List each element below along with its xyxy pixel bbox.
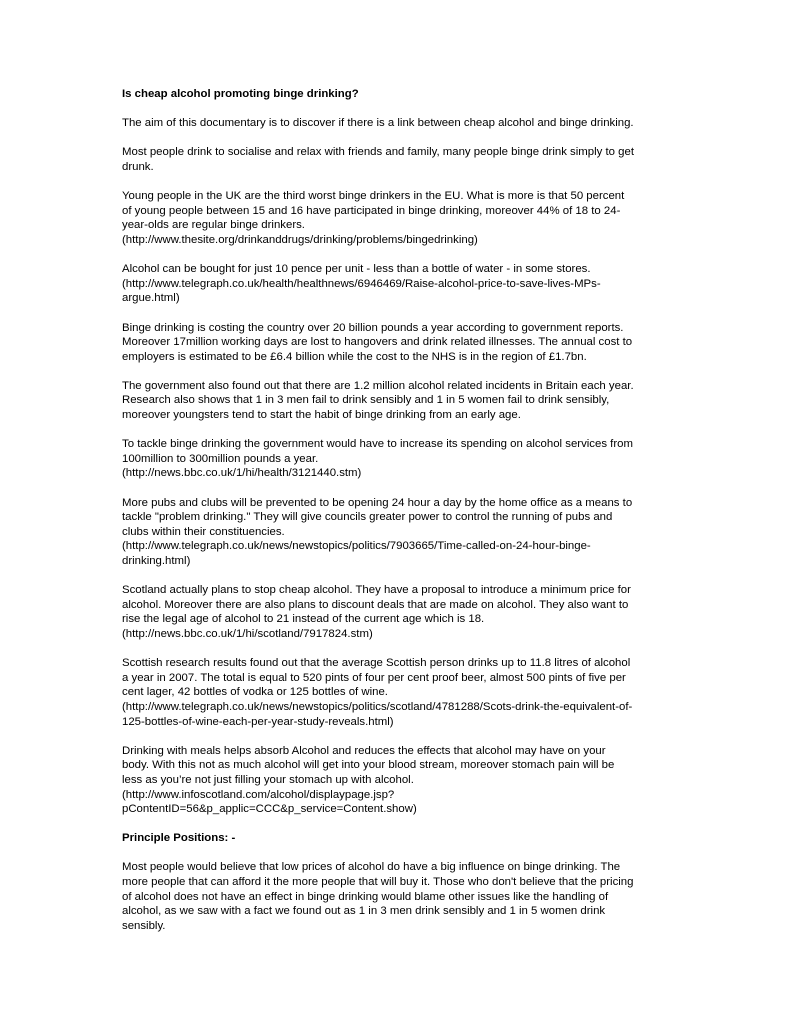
paragraph-line: alcohol, as we saw with a fact we found out as 1 in 3 men drink sensibly and 1 in 5 women drink xyxy=(122,905,606,918)
paragraph xyxy=(122,262,682,306)
paragraph-line: (http://www.infoscotland.com/alcohol/displaypage.jsp? xyxy=(122,788,395,801)
paragraph-line: (http://news.bbc.co.uk/1/hi/health/3121440.stm) xyxy=(122,467,362,480)
section-paragraphs xyxy=(122,860,682,933)
paragraph xyxy=(122,744,682,817)
paragraph-line: drunk. xyxy=(122,160,154,173)
paragraph-line: (http://news.bbc.co.uk/1/hi/scotland/7917824.stm) xyxy=(122,627,373,640)
paragraph xyxy=(122,437,682,481)
paragraph-line: sensibly. xyxy=(122,919,166,932)
paragraph-line: pContentID=56&p_applic=CCC&p_service=Content.show) xyxy=(122,803,417,816)
paragraph-line: 100million to 300million pounds a year. xyxy=(122,452,319,465)
paragraph-line: Moreover 17million working days are lost to hangovers and drink related illnesses. The annual cost to xyxy=(122,336,633,349)
paragraph-line: The government also found out that there are 1.2 million alcohol related incidents in Britain each year. xyxy=(122,379,634,392)
paragraph-line: 125-bottles-of-wine-each-per-year-study-reveals.html) xyxy=(122,715,394,728)
paragraph-line: more people that can afford it the more people that will buy it. Those who don't believe that the pricing xyxy=(122,876,634,889)
paragraph-line: rise the legal age of alcohol to 21 instead of the current age which is 18. xyxy=(122,613,485,626)
body-paragraphs xyxy=(122,116,682,817)
paragraph-line: body. With this not as much alcohol will get into your blood stream, moreover stomach pain will be xyxy=(122,759,615,772)
section-heading: Principle Positions: - xyxy=(122,832,236,845)
paragraph xyxy=(122,496,682,569)
paragraph-line: Most people would believe that low prices of alcohol do have a big influence on binge drinking. The xyxy=(122,861,621,874)
paragraph xyxy=(122,189,682,247)
paragraph xyxy=(122,116,682,131)
paragraph-line: cent lager, 42 bottles of vodka or 125 bottles of wine. xyxy=(122,686,388,699)
paragraph-line: tackle "problem drinking." They will give councils greater power to control the running of pubs and xyxy=(122,511,613,524)
paragraph-line: Alcohol can be bought for just 10 pence per unit - less than a bottle of water - in some stores. xyxy=(122,263,591,276)
document-page xyxy=(122,87,682,948)
paragraph xyxy=(122,321,682,365)
paragraph-line: More pubs and clubs will be prevented to be opening 24 hour a day by the home office as a means to xyxy=(122,496,633,509)
paragraph-line: a year in 2007. The total is equal to 520 pints of four per cent proof beer, almost 500 pints of five per xyxy=(122,671,626,684)
paragraph-line: Young people in the UK are the third worst binge drinkers in the EU. What is more is that 50 percent xyxy=(122,190,625,203)
paragraph xyxy=(122,656,682,729)
paragraph-line: drinking.html) xyxy=(122,555,191,567)
paragraph xyxy=(122,379,682,423)
paragraph-line: Research also shows that 1 in 3 men fail to drink sensibly and 1 in 5 women fail to drink sensibly, xyxy=(122,394,610,407)
paragraph-line: moreover youngsters tend to start the habit of binge drinking from an early age. xyxy=(122,409,521,422)
paragraph-line: To tackle binge drinking the government would have to increase its spending on alcohol services from xyxy=(122,438,633,451)
paragraph xyxy=(122,860,682,933)
document-title: Is cheap alcohol promoting binge drinking? xyxy=(122,88,359,100)
paragraph-line: employers is estimated to be £6.4 billion while the cost to the NHS is in the region of £1.7bn. xyxy=(122,350,587,363)
paragraph-line: (http://www.telegraph.co.uk/health/healthnews/6946469/Raise-alcohol-price-to-save-lives-MPs- xyxy=(122,277,601,290)
paragraph-line: Scottish research results found out that the average Scottish person drinks up to 11.8 litres of alcohol xyxy=(122,657,631,670)
paragraph-line: The aim of this documentary is to discover if there is a link between cheap alcohol and binge drinking. xyxy=(122,117,634,130)
paragraph-line: argue.html) xyxy=(122,292,180,305)
paragraph-line: year-olds are regular binge drinkers. xyxy=(122,219,305,232)
paragraph-line: of young people between 15 and 16 have participated in binge drinking, moreover 44% of 18 to 24- xyxy=(122,204,621,217)
paragraph-line: Drinking with meals helps absorb Alcohol and reduces the effects that alcohol may have on your xyxy=(122,744,606,757)
paragraph-line: (http://www.telegraph.co.uk/news/newstopics/politics/7903665/Time-called-on-24-hour-binge- xyxy=(122,540,591,553)
paragraph xyxy=(122,145,682,174)
paragraph xyxy=(122,583,682,641)
paragraph-line: clubs within their constituencies. xyxy=(122,525,285,538)
paragraph-line: (http://www.thesite.org/drinkanddrugs/drinking/problems/bingedrinking) xyxy=(122,233,478,246)
paragraph-line: Most people drink to socialise and relax with friends and family, many people binge drink simply to get xyxy=(122,146,634,159)
paragraph-line: Binge drinking is costing the country over 20 billion pounds a year according to government reports. xyxy=(122,321,624,334)
paragraph-line: Scotland actually plans to stop cheap alcohol. They have a proposal to introduce a minimum price for xyxy=(122,584,631,597)
paragraph-line: less as you’re not just filling your stomach up with alcohol. xyxy=(122,773,414,786)
paragraph-line: alcohol. Moreover there are also plans to discount deals that are made on alcohol. They also want to xyxy=(122,598,629,611)
paragraph-line: of alcohol does not have an effect in binge drinking would blame other issues like the handling of xyxy=(122,890,609,903)
paragraph-line: (http://www.telegraph.co.uk/news/newstopics/politics/scotland/4781288/Scots-drink-the-equivalent-of- xyxy=(122,700,633,713)
